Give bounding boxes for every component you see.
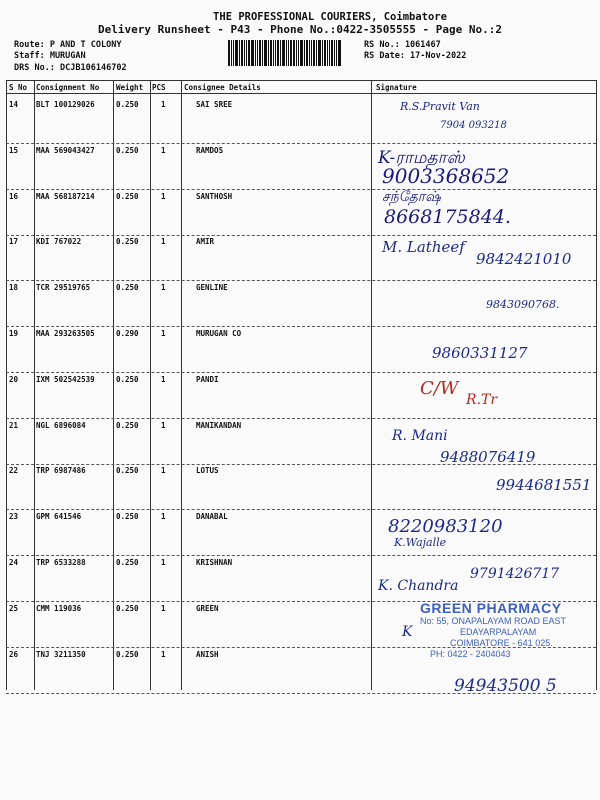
cell-consignment: CMM 119036 — [36, 603, 82, 613]
cell-pcs: 1 — [161, 558, 166, 567]
row-divider — [6, 509, 596, 510]
handwritten-phone: 9003368652 — [382, 164, 510, 188]
barcode-bar — [277, 40, 279, 66]
cell-weight: 0.250 — [116, 145, 139, 155]
cell-weight: 0.250 — [116, 374, 139, 384]
company-title: THE PROFESSIONAL COURIERS, Coimbatore — [213, 11, 447, 23]
cell-sno: 15 — [9, 145, 19, 155]
cell-consignee: GREEN — [196, 603, 219, 613]
table-header — [6, 80, 596, 94]
barcode-bar — [273, 40, 274, 66]
handwritten-note: சந்தோஷ் — [382, 189, 441, 205]
barcode-bar — [293, 40, 295, 66]
barcode-bar — [264, 40, 267, 66]
cell-weight: 0.250 — [116, 466, 139, 476]
cell-weight: 0.250 — [116, 558, 139, 567]
cell-consignee: GENLINE — [196, 283, 228, 293]
cell-consignee: ANISH — [196, 649, 219, 659]
stamp-name: GREEN PHARMACY — [420, 600, 562, 616]
cell-consignee: PANDI — [196, 374, 219, 384]
barcode-bar — [331, 40, 333, 66]
barcode-bar — [306, 40, 308, 66]
table-header-border — [6, 93, 596, 94]
runsheet-subtitle: Delivery Runsheet - P43 - Phone No.:0422-3505555 - Page No.:2 — [98, 23, 502, 36]
col-sno: S No — [9, 83, 28, 92]
cell-sno: 26 — [9, 649, 19, 659]
cell-consignment: MAA 568187214 — [36, 191, 95, 201]
cell-consignee: SANTHOSH — [196, 191, 233, 201]
cell-weight: 0.290 — [116, 329, 139, 338]
row-divider — [6, 326, 596, 327]
cell-pcs: 1 — [161, 466, 166, 476]
barcode-bar — [248, 40, 250, 66]
grid-line — [113, 80, 114, 690]
barcode-bar — [316, 40, 317, 66]
handwritten-phone: 94943500 5 — [454, 676, 557, 696]
rs-number: RS No.: 1061467 — [364, 40, 441, 50]
barcode-bar — [282, 40, 285, 66]
barcode-bar — [334, 40, 335, 66]
barcode-bar — [235, 40, 238, 66]
barcode-bar — [329, 40, 330, 66]
cell-sno: 21 — [9, 420, 19, 430]
stamp-line: COIMBATORE - 641 025. — [450, 638, 553, 648]
cell-consignment: NGL 6896084 — [36, 420, 86, 430]
cell-sno: 17 — [9, 237, 19, 247]
col-weight: Weight — [116, 83, 144, 92]
barcode-bar — [311, 40, 312, 66]
grid-line — [34, 80, 35, 690]
cell-consignee: DANABAL — [196, 512, 228, 522]
cell-consignment: KDI 767022 — [36, 237, 82, 247]
cell-consignee: MURUGAN CO — [196, 329, 242, 338]
cell-pcs: 1 — [161, 649, 166, 659]
cell-consignment: BLT 100129026 — [36, 100, 95, 109]
cell-sno: 19 — [9, 329, 19, 338]
barcode-bar — [322, 40, 323, 66]
row-divider — [6, 235, 596, 236]
stamp-line: EDAYARPALAYAM — [460, 627, 537, 637]
row-divider — [6, 418, 596, 419]
barcode-bar — [241, 40, 243, 66]
handwritten-note: R.S.Pravit Van — [400, 100, 480, 113]
cell-sno: 18 — [9, 283, 19, 293]
handwritten-phone: 9860331127 — [432, 344, 528, 362]
cell-consignment: TCR 29519765 — [36, 283, 91, 293]
cell-sno: 20 — [9, 374, 19, 384]
col-consignment: Consignment No — [36, 83, 100, 92]
barcode-bar — [246, 40, 247, 66]
barcode-bar — [327, 40, 328, 66]
pharmacy-stamp — [420, 600, 600, 660]
handwritten-phone: 9843090768. — [486, 298, 560, 311]
barcode-bar — [288, 40, 289, 66]
handwritten-phone: 9791426717 — [470, 566, 560, 582]
drs-number: DRS No.: DCJB106146702 — [14, 63, 127, 73]
cell-weight: 0.250 — [116, 512, 139, 522]
handwritten-note: M. Latheef — [382, 238, 465, 256]
cell-sno: 16 — [9, 191, 19, 201]
cell-consignee: KRISHNAN — [196, 558, 233, 567]
barcode-bar — [228, 40, 230, 66]
cell-consignment: IXM 502542539 — [36, 374, 95, 384]
row-divider — [6, 143, 596, 144]
cell-consignment: GPM 641546 — [36, 512, 82, 522]
col-consignee: Consignee Details — [184, 83, 261, 92]
row-divider — [6, 372, 596, 373]
cell-consignee: MANIKANDAN — [196, 420, 242, 430]
cell-pcs: 1 — [161, 191, 166, 201]
handwritten-phone: 8668175844. — [384, 206, 511, 228]
cell-weight: 0.250 — [116, 603, 139, 613]
barcode-bar — [286, 40, 287, 66]
cell-sno: 23 — [9, 512, 19, 522]
barcode-bar — [280, 40, 281, 66]
cell-pcs: 1 — [161, 512, 166, 522]
barcode-bar — [309, 40, 310, 66]
barcode-bar — [270, 40, 272, 66]
barcode — [228, 40, 356, 66]
barcode-bar — [262, 40, 263, 66]
cell-weight: 0.250 — [116, 100, 139, 109]
cell-pcs: 1 — [161, 145, 166, 155]
row-divider — [6, 280, 596, 281]
cell-consignment: TNJ 3211350 — [36, 649, 86, 659]
barcode-bar — [251, 40, 254, 66]
row-divider — [6, 189, 596, 190]
cell-weight: 0.250 — [116, 420, 139, 430]
cell-consignee: SAI SREE — [196, 100, 233, 109]
handwritten-note: K. Chandra — [378, 578, 459, 594]
barcode-bar — [257, 40, 258, 66]
handwritten-phone: 9488076419 — [440, 448, 536, 466]
barcode-bar — [231, 40, 232, 66]
cell-consignee: RAMDOS — [196, 145, 224, 155]
staff-label: Staff: MURUGAN — [14, 51, 86, 61]
stamp-line: No: 55, ONAPALAYAM ROAD EAST — [420, 616, 567, 626]
barcode-bar — [268, 40, 269, 66]
cell-consignment: MAA 569043427 — [36, 145, 95, 155]
grid-line — [6, 80, 7, 690]
handwritten-note: K — [402, 624, 413, 640]
cell-weight: 0.250 — [116, 191, 139, 201]
barcode-bar — [233, 40, 234, 66]
cell-weight: 0.250 — [116, 237, 139, 247]
barcode-bar — [255, 40, 256, 66]
handwritten-note: K-ராமதாஸ் — [378, 148, 465, 168]
cell-sno: 25 — [9, 603, 19, 613]
cell-consignment: TRP 6987486 — [36, 466, 86, 476]
barcode-bar — [313, 40, 315, 66]
cell-pcs: 1 — [161, 283, 166, 293]
grid-line — [181, 80, 182, 690]
cell-pcs: 1 — [161, 420, 166, 430]
col-signature: Signature — [376, 83, 417, 92]
barcode-bar — [259, 40, 261, 66]
cell-sno: 22 — [9, 466, 19, 476]
cell-pcs: 1 — [161, 100, 166, 109]
stamp-line: PH: 0422 - 2404043 — [430, 649, 511, 659]
handwritten-phone: 7904 093218 — [440, 120, 507, 131]
handwritten-note: K.Wajalle — [394, 536, 447, 549]
rs-date: RS Date: 17-Nov-2022 — [364, 51, 467, 61]
barcode-bar — [275, 40, 276, 66]
grid-line — [371, 80, 372, 690]
cell-pcs: 1 — [161, 603, 166, 613]
handwritten-note: R. Mani — [392, 428, 448, 444]
cell-sno: 14 — [9, 100, 19, 109]
barcode-bar — [290, 40, 292, 66]
cell-consignee: AMIR — [196, 237, 215, 247]
barcode-bar — [296, 40, 297, 66]
barcode-bar — [324, 40, 326, 66]
grid-line — [150, 80, 151, 690]
cell-consignment: TRP 6533288 — [36, 558, 86, 567]
col-pcs: PCS — [152, 83, 166, 92]
cell-weight: 0.250 — [116, 649, 139, 659]
cell-pcs: 1 — [161, 329, 166, 338]
barcode-bar — [336, 40, 337, 66]
handwritten-phone: 8220983120 — [388, 516, 503, 537]
handwritten-note: C/W — [420, 378, 459, 399]
barcode-bar — [318, 40, 321, 66]
cell-pcs: 1 — [161, 237, 166, 247]
cell-sno: 24 — [9, 558, 19, 567]
handwritten-phone: 9842421010 — [476, 250, 572, 268]
handwritten-note: R.Tr — [466, 392, 498, 408]
barcode-bar — [338, 40, 341, 66]
barcode-bar — [304, 40, 305, 66]
route-label: Route: P AND T COLONY — [14, 40, 122, 50]
barcode-bar — [239, 40, 240, 66]
cell-consignment: MAA 293263505 — [36, 329, 95, 338]
cell-consignee: LOTUS — [196, 466, 219, 476]
cell-pcs: 1 — [161, 374, 166, 384]
barcode-bar — [244, 40, 245, 66]
cell-weight: 0.250 — [116, 283, 139, 293]
barcode-bar — [300, 40, 303, 66]
barcode-bar — [298, 40, 299, 66]
handwritten-phone: 9944681551 — [496, 476, 592, 494]
grid-line — [596, 80, 597, 690]
row-divider — [6, 555, 596, 556]
